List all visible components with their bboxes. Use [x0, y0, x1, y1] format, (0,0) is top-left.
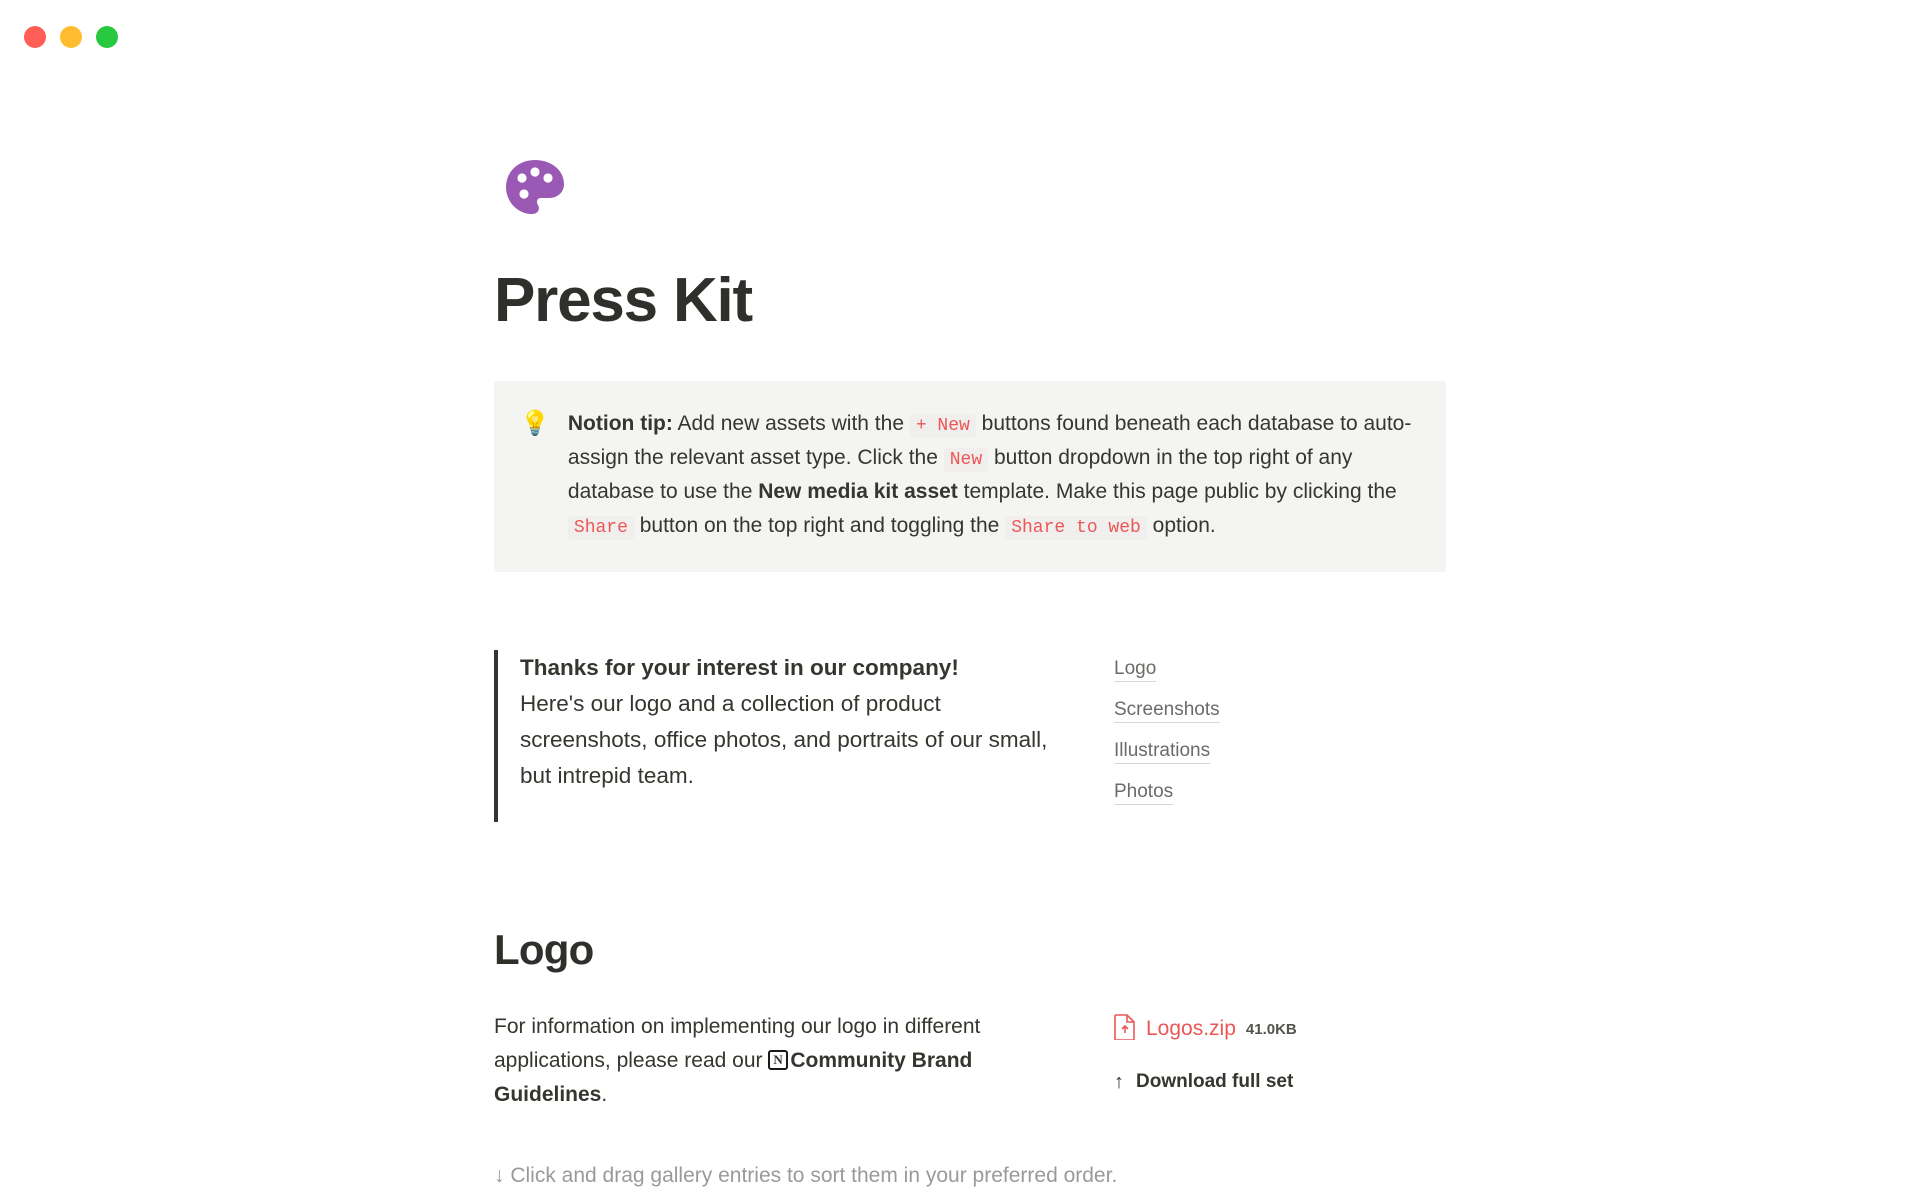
- table-of-contents: [1114, 650, 1220, 822]
- logo-desc-text-2: .: [601, 1082, 608, 1106]
- callout-text-5: button on the top right and toggling the: [633, 514, 1006, 538]
- intro-row: [494, 650, 1800, 822]
- download-full-set-label: Download full set: [1136, 1071, 1294, 1093]
- callout-bold-template: New media kit asset: [758, 480, 958, 504]
- gallery-sort-hint: ↓ Click and drag gallery entries to sort them in your preferred order.: [494, 1163, 1118, 1187]
- callout-text-2: buttons found beneath each database to auto-assign the relevant asset type. Click the: [567, 412, 1412, 470]
- intro-body: Here's our logo and a collection of product screenshots, office photos, and portraits of our small, but intrepid team.: [520, 690, 1048, 788]
- intro-quote: [494, 650, 1054, 822]
- traffic-lights: [24, 26, 118, 48]
- file-size: 41.0KB: [1245, 1020, 1297, 1038]
- logo-section-description: [494, 1010, 1054, 1112]
- logo-section-row: [494, 1010, 1800, 1112]
- code-share: Share: [568, 516, 634, 540]
- file-row[interactable]: [1114, 1014, 1297, 1045]
- code-new: New: [944, 448, 988, 472]
- logo-section-title: Logo: [494, 925, 594, 973]
- callout-text-4: template. Make this page public by clicking the: [957, 480, 1397, 504]
- notion-tip-callout: [494, 381, 1446, 571]
- lightbulb-icon: 💡: [520, 410, 550, 438]
- notion-logo-icon: [768, 1050, 788, 1070]
- callout-text-3: button dropdown in the top right of any database to use the: [567, 446, 1353, 504]
- window-titlebar: [0, 0, 1920, 74]
- zoom-window-button[interactable]: [96, 26, 118, 48]
- community-brand-guidelines-link[interactable]: Community Brand Guidelines: [494, 1048, 973, 1106]
- callout-text-6: option.: [1146, 514, 1216, 538]
- download-full-set-button[interactable]: [1114, 1071, 1297, 1094]
- toc-item-photos[interactable]: Photos: [1114, 781, 1173, 805]
- upload-arrow-icon: ↑: [1114, 1070, 1124, 1093]
- artist-palette-icon[interactable]: [494, 146, 576, 228]
- toc-item-illustrations[interactable]: Illustrations: [1114, 740, 1210, 764]
- toc-item-logo[interactable]: Logo: [1114, 658, 1156, 682]
- intro-lead: Thanks for your interest in our company!: [520, 654, 959, 680]
- page-title: Press Kit: [494, 266, 752, 335]
- file-zip-icon: [1114, 1014, 1136, 1045]
- close-window-button[interactable]: [24, 26, 46, 48]
- file-name[interactable]: Logos.zip: [1146, 1017, 1236, 1041]
- callout-label: Notion tip:: [567, 412, 673, 436]
- logo-assets: [1114, 1010, 1297, 1112]
- code-new-button: + New: [910, 414, 976, 438]
- code-share-to-web: Share to web: [1005, 516, 1147, 540]
- callout-text-1: Add new assets with the: [672, 412, 910, 436]
- toc-item-screenshots[interactable]: Screenshots: [1114, 699, 1220, 723]
- page-content: [0, 146, 1920, 1188]
- minimize-window-button[interactable]: [60, 26, 82, 48]
- logo-desc-text-1: For information on implementing our logo in different applications, please read our: [494, 1014, 981, 1072]
- callout-text: [568, 407, 1416, 543]
